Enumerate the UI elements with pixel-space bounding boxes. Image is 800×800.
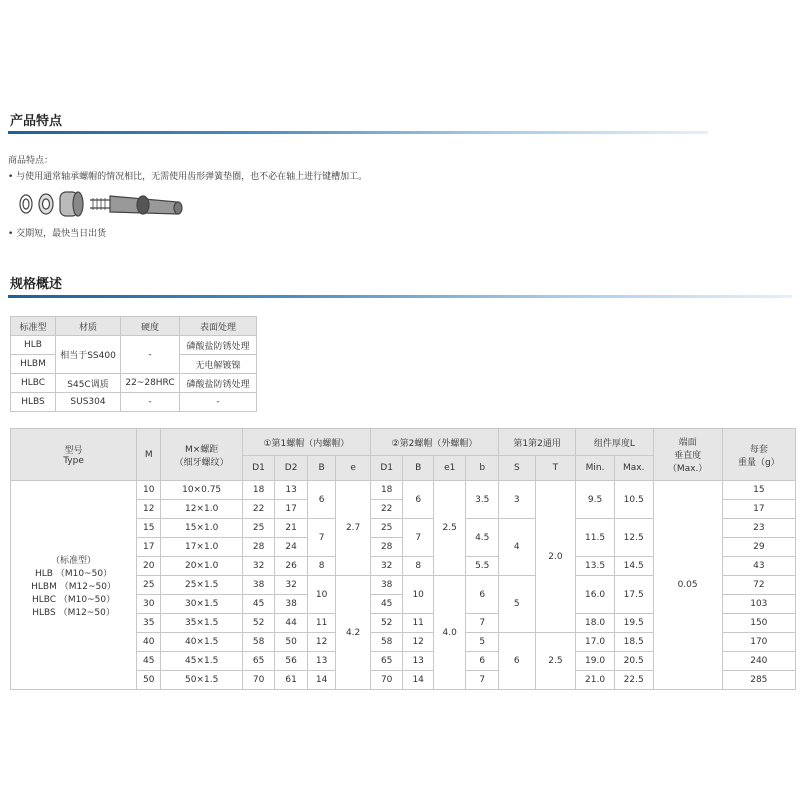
table-cell: 4.0 xyxy=(433,576,466,690)
col-header: 材质 xyxy=(56,317,121,336)
table-cell: 43 xyxy=(722,557,795,576)
table-cell: 10×0.75 xyxy=(161,481,242,500)
table-cell: 无电解镀镍 xyxy=(180,355,257,374)
table-cell: 52 xyxy=(370,614,403,633)
table-cell: 2.7 xyxy=(336,481,371,576)
table-cell: 32 xyxy=(242,557,275,576)
sub-header: b xyxy=(466,456,499,481)
table-cell: 38 xyxy=(275,595,308,614)
table-cell: 相当于SS400 xyxy=(56,336,121,374)
col-header-perpendicularity: 端面 垂直度 （Max.） xyxy=(653,429,722,481)
table-cell: 22 xyxy=(242,500,275,519)
table-cell: 26 xyxy=(275,557,308,576)
table-cell: 25 xyxy=(242,519,275,538)
col-header-m: M xyxy=(137,429,161,481)
sub-header: Max. xyxy=(614,456,653,481)
table-cell: 40×1.5 xyxy=(161,633,242,652)
table-cell: 13 xyxy=(275,481,308,500)
table-cell: 22 xyxy=(370,500,403,519)
table-cell: HLBC xyxy=(11,374,56,393)
table-cell: 12 xyxy=(403,633,434,652)
table-cell: 11 xyxy=(307,614,335,633)
table-cell: 12 xyxy=(137,500,161,519)
table-cell: 50 xyxy=(275,633,308,652)
table-cell: 28 xyxy=(370,538,403,557)
section-title-specs: 规格概述 xyxy=(10,277,63,292)
col-header: 硬度 xyxy=(121,317,180,336)
table-cell: 22.5 xyxy=(614,671,653,690)
table-cell: 5.5 xyxy=(466,557,499,576)
table-cell: 12×1.0 xyxy=(161,500,242,519)
table-cell: 14 xyxy=(307,671,335,690)
table-cell: 35×1.5 xyxy=(161,614,242,633)
sub-header: T xyxy=(535,456,576,481)
table-cell: 15×1.0 xyxy=(161,519,242,538)
table-cell: 70 xyxy=(370,671,403,690)
table-cell: 22~28HRC xyxy=(121,374,180,393)
table-cell: - xyxy=(180,393,257,412)
table-cell: 103 xyxy=(722,595,795,614)
col-header-nut2: ②第2螺帽（外螺帽） xyxy=(370,429,498,456)
sub-header: S xyxy=(499,456,536,481)
table-cell: 4.2 xyxy=(336,576,371,690)
table-cell: 11 xyxy=(403,614,434,633)
table-cell: 23 xyxy=(722,519,795,538)
table-cell: 45 xyxy=(137,652,161,671)
table-cell: 32 xyxy=(275,576,308,595)
sub-header: B xyxy=(307,456,335,481)
table-cell: 10 xyxy=(307,576,335,614)
col-header-nut1: ①第1螺帽（内螺帽） xyxy=(242,429,370,456)
table-cell: 14 xyxy=(403,671,434,690)
table-cell: 4.5 xyxy=(466,519,499,557)
table-cell: 29 xyxy=(722,538,795,557)
table-cell: 17 xyxy=(137,538,161,557)
table-cell: 52 xyxy=(242,614,275,633)
section-divider xyxy=(8,295,792,298)
section-title-features: 产品特点 xyxy=(10,114,63,129)
table-cell: 12 xyxy=(307,633,335,652)
table-cell: 6 xyxy=(307,481,335,519)
table-cell: 13 xyxy=(403,652,434,671)
table-cell: 65 xyxy=(370,652,403,671)
table-cell: 13 xyxy=(307,652,335,671)
table-cell: 17.5 xyxy=(614,576,653,614)
table-cell: 45 xyxy=(242,595,275,614)
col-header: 表面处理 xyxy=(180,317,257,336)
table-cell: - xyxy=(121,336,180,374)
table-cell: 21 xyxy=(275,519,308,538)
table-cell: 61 xyxy=(275,671,308,690)
table-cell: - xyxy=(121,393,180,412)
sub-header: D2 xyxy=(275,456,308,481)
table-cell: 150 xyxy=(722,614,795,633)
table-cell: 7 xyxy=(466,614,499,633)
table-cell: 7 xyxy=(403,519,434,557)
feature-bullet-2: • 交期短，最快当日出货 xyxy=(8,229,107,239)
table-cell: 3.5 xyxy=(466,481,499,519)
table-cell: 6 xyxy=(466,652,499,671)
table-cell: 20 xyxy=(137,557,161,576)
table-cell: HLBM xyxy=(11,355,56,374)
table-cell: 170 xyxy=(722,633,795,652)
table-cell: 58 xyxy=(370,633,403,652)
table-cell: 18.5 xyxy=(614,633,653,652)
table-cell: 17 xyxy=(722,500,795,519)
table-cell: 8 xyxy=(307,557,335,576)
table-cell: 18 xyxy=(370,481,403,500)
table-cell: 285 xyxy=(722,671,795,690)
table-cell: 10.5 xyxy=(614,481,653,519)
table-cell: 21.0 xyxy=(576,671,615,690)
col-header-weight: 每套 重量（g） xyxy=(722,429,795,481)
feature-bullet-1: • 与使用通常轴承螺帽的情况相比，无需使用齿形弹簧垫圈，也不必在轴上进行键槽加工。 xyxy=(8,172,368,182)
table-cell: 20×1.0 xyxy=(161,557,242,576)
table-cell: 44 xyxy=(275,614,308,633)
table-cell: 32 xyxy=(370,557,403,576)
table-cell: 65 xyxy=(242,652,275,671)
sub-header: Min. xyxy=(576,456,615,481)
table-cell: 磷酸盐防锈处理 xyxy=(180,374,257,393)
table-cell: 2.0 xyxy=(535,481,576,633)
sub-header: e xyxy=(336,456,371,481)
table-cell: 25 xyxy=(370,519,403,538)
table-cell: 5 xyxy=(499,576,536,633)
col-header-thickness: 组件厚度L xyxy=(576,429,653,456)
table-cell: 4 xyxy=(499,519,536,576)
sub-header: D1 xyxy=(242,456,275,481)
table-cell: 38 xyxy=(242,576,275,595)
table-cell: 20.5 xyxy=(614,652,653,671)
table-cell: 15 xyxy=(137,519,161,538)
table-cell: 17.0 xyxy=(576,633,615,652)
table-cell: 14.5 xyxy=(614,557,653,576)
table-cell: 38 xyxy=(370,576,403,595)
table-cell: 18.0 xyxy=(576,614,615,633)
type-cell: （标准型） HLB （M10~50） HLBM （M12~50） HLBC （M10~50） HLBS （M12~50） xyxy=(11,481,137,690)
table-cell: 70 xyxy=(242,671,275,690)
table-cell: 7 xyxy=(307,519,335,557)
table-cell: 28 xyxy=(242,538,275,557)
table-cell: 30 xyxy=(137,595,161,614)
table-cell: 45 xyxy=(370,595,403,614)
table-cell: 16.0 xyxy=(576,576,615,614)
col-header-type: 型号 Type xyxy=(11,429,137,481)
table-cell: 35 xyxy=(137,614,161,633)
table-cell: 10 xyxy=(137,481,161,500)
table-cell: 50 xyxy=(137,671,161,690)
table-cell: 5 xyxy=(466,633,499,652)
col-header: 标准型 xyxy=(11,317,56,336)
col-header-common: 第1第2通用 xyxy=(499,429,576,456)
product-parts-image xyxy=(18,184,188,224)
table-cell: S45C调质 xyxy=(56,374,121,393)
table-cell: 11.5 xyxy=(576,519,615,557)
table-cell: 9.5 xyxy=(576,481,615,519)
table-cell: 19.5 xyxy=(614,614,653,633)
table-cell: HLBS xyxy=(11,393,56,412)
table-cell: 58 xyxy=(242,633,275,652)
table-cell: 240 xyxy=(722,652,795,671)
table-cell: 15 xyxy=(722,481,795,500)
table-cell: 56 xyxy=(275,652,308,671)
table-cell: 6 xyxy=(499,633,536,690)
table-cell: 8 xyxy=(403,557,434,576)
dimension-table xyxy=(10,428,796,690)
table-cell: 25 xyxy=(137,576,161,595)
table-cell: 45×1.5 xyxy=(161,652,242,671)
table-cell: 50×1.5 xyxy=(161,671,242,690)
table-cell: 6 xyxy=(466,576,499,614)
table-cell: 40 xyxy=(137,633,161,652)
table-cell: 0.05 xyxy=(653,481,722,690)
features-label: 商品特点： xyxy=(8,156,54,166)
table-cell: HLB xyxy=(11,336,56,355)
sub-header: D1 xyxy=(370,456,403,481)
sub-header: B xyxy=(403,456,434,481)
table-cell: 3 xyxy=(499,481,536,519)
table-cell: 72 xyxy=(722,576,795,595)
table-cell: 13.5 xyxy=(576,557,615,576)
table-cell: 12.5 xyxy=(614,519,653,557)
table-cell: 7 xyxy=(466,671,499,690)
table-cell: 19.0 xyxy=(576,652,615,671)
table-cell: 17 xyxy=(275,500,308,519)
table-cell: 17×1.0 xyxy=(161,538,242,557)
section-divider xyxy=(8,131,708,134)
table-cell: 25×1.5 xyxy=(161,576,242,595)
sub-header: e1 xyxy=(433,456,466,481)
table-cell: 30×1.5 xyxy=(161,595,242,614)
table-cell: 10 xyxy=(403,576,434,614)
material-spec-table xyxy=(10,316,257,412)
table-cell: 6 xyxy=(403,481,434,519)
col-header-mxp: M×螺距 （细牙螺纹） xyxy=(161,429,242,481)
table-cell: 18 xyxy=(242,481,275,500)
table-cell: 磷酸盐防锈处理 xyxy=(180,336,257,355)
table-cell: SUS304 xyxy=(56,393,121,412)
table-cell: 2.5 xyxy=(433,481,466,576)
table-cell: 24 xyxy=(275,538,308,557)
table-cell: 2.5 xyxy=(535,633,576,690)
